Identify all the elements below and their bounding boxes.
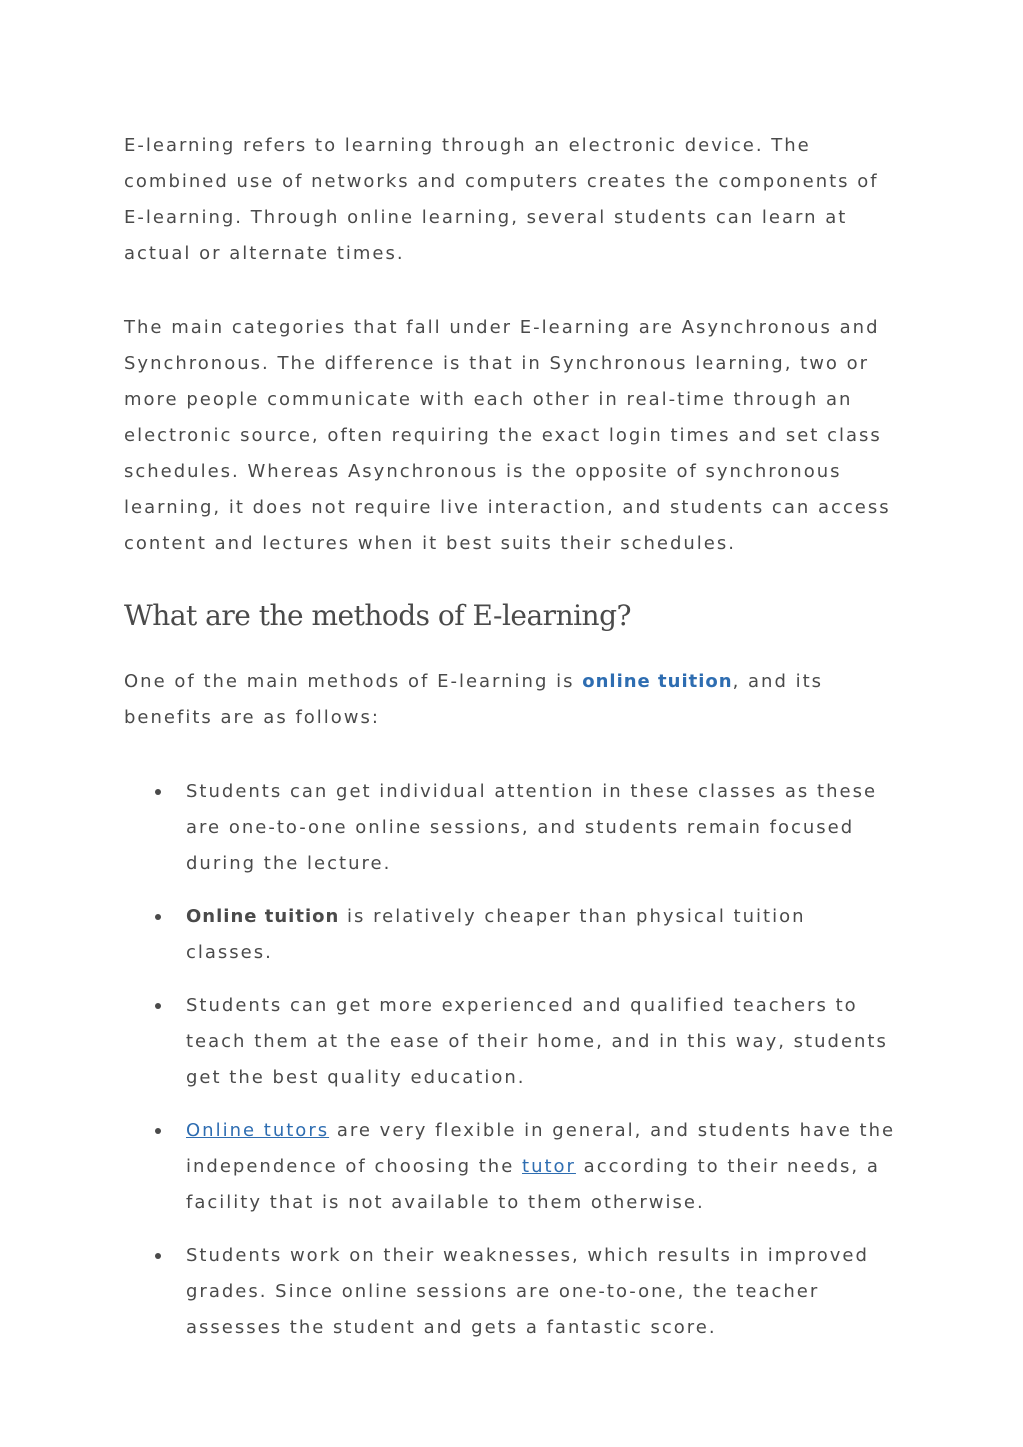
list-item-text: Students work on their weaknesses, which results in improved grades. Since online sessions are one-to-one, the teacher assesses the student and gets a fantastic score.	[186, 1245, 869, 1338]
methods-paragraph	[124, 664, 899, 736]
methods-text-after: , and its benefits are as follows:	[124, 671, 824, 728]
bullet-icon	[155, 1003, 161, 1009]
online-tuition-strong: Online tuition	[186, 906, 340, 927]
list-item-text: Students can get individual attention in these classes as these are one-to-one online sessions, and students remain focused during the lecture.	[186, 781, 878, 874]
list-item-text: are very flexible in general, and students have the independence of choosing the	[186, 1120, 896, 1177]
list-item	[186, 774, 899, 882]
list-item-text: Students can get more experienced and qualified teachers to teach them at the ease of their home, and in this way, students get the best quality education.	[186, 995, 888, 1088]
article-body	[124, 128, 899, 1363]
section-heading: What are the methods of E-learning?	[124, 599, 632, 632]
list-item	[186, 1113, 899, 1221]
list-item-text: is relatively cheaper than physical tuition classes.	[186, 906, 806, 963]
categories-paragraph: The main categories that fall under E-learning are Asynchronous and Synchronous. The difference is that in Synchronous learning, two or more people communicate with each other in real-time through an electronic source, often requiring the exact login times and set class schedules. Whereas Asynchronous is the opposite of synchronous learning, it does not require live interaction, and students can access content and lectures when it best suits their schedules.	[124, 317, 891, 554]
bullet-icon	[155, 1128, 161, 1134]
bullet-icon	[155, 789, 161, 795]
intro-paragraph: E-learning refers to learning through an electronic device. The combined use of networks and computers creates the components of E-learning. Through online learning, several students can learn at actual or alternate times.	[124, 135, 879, 264]
online-tuition-link[interactable]: online tuition	[582, 671, 733, 692]
bullet-icon	[155, 1253, 161, 1259]
tutor-link[interactable]: tutor	[522, 1156, 576, 1177]
bullet-icon	[155, 914, 161, 920]
list-item	[186, 988, 899, 1096]
list-item-text-end: according to their needs, a facility that is not available to them otherwise.	[186, 1156, 880, 1213]
methods-text-before: One of the main methods of E-learning is	[124, 671, 583, 692]
list-item	[186, 899, 899, 971]
list-item	[186, 1238, 899, 1346]
online-tutors-link[interactable]: Online tutors	[186, 1120, 330, 1141]
benefits-list	[124, 774, 899, 1346]
